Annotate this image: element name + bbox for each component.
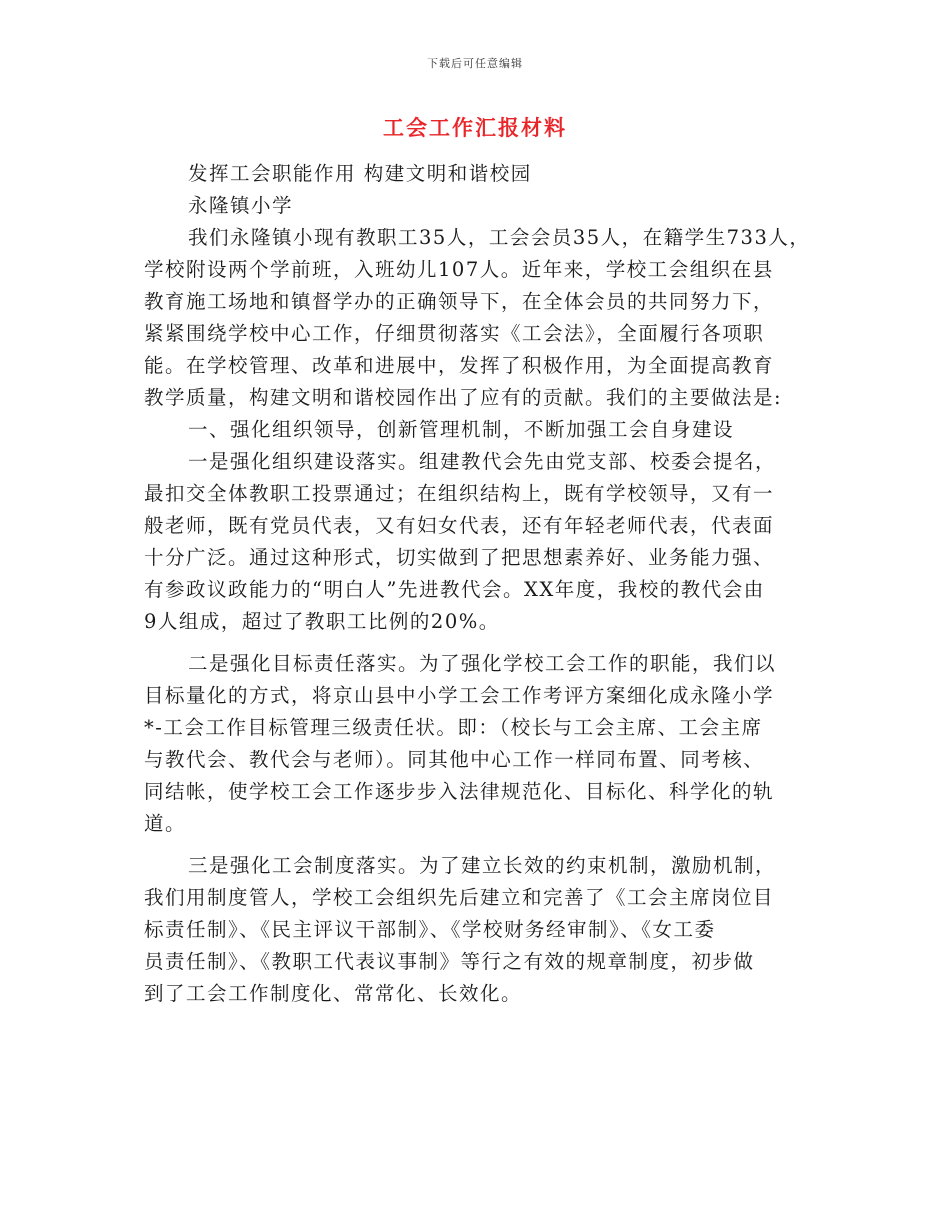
body-line: 标责任制》、《民主评议干部制》、《学校财务经审制》、《女工委 (144, 918, 716, 941)
subtitle: 发挥工会职能作用 构建文明和谐校园 (188, 162, 532, 185)
body-line: 学校附设两个学前班，入班幼儿107人。近年来，学校工会组织在县 (144, 258, 774, 281)
body-line: 一是强化组织建设落实。组建教代会先由党支部、校委会提名， (188, 450, 777, 473)
body-line: 与教代会、教代会与老师）。同其他中心工作一样同布置、同考核、 (144, 748, 765, 771)
body-line: 9人组成，超过了教职工比例的20%。 (144, 610, 500, 633)
body-line: 到了工会工作制度化、常常化、长效化。 (144, 982, 523, 1005)
author-line: 永隆镇小学 (188, 194, 294, 217)
section-heading: 一、强化组织领导，创新管理机制，不断加强工会自身建设 (188, 418, 735, 441)
body-line: 目标量化的方式，将京山县中小学工会工作考评方案细化成永隆小学 (144, 684, 775, 707)
body-line: 我们用制度管人，学校工会组织先后建立和完善了《工会主席岗位目 (144, 886, 775, 909)
body-line: *-工会工作目标管理三级责任状。即：（校长与工会主席、工会主席 (144, 716, 763, 739)
body-line: 紧紧围绕学校中心工作，仔细贯彻落实《工会法》，全面履行各项职 (144, 322, 765, 345)
header-note: 下载后可任意编辑 (427, 57, 523, 70)
body-line: 三是强化工会制度落实。为了建立长效的约束机制，激励机制， (188, 854, 777, 877)
body-line: 十分广泛。通过这种形式，切实做到了把思想素养好、业务能力强、 (144, 546, 775, 569)
body-line: 道。 (144, 812, 187, 835)
document-title: 工会工作汇报材料 (383, 116, 567, 140)
body-line: 二是强化目标责任落实。为了强化学校工会工作的职能，我们以 (188, 652, 777, 675)
document-body (144, 158, 844, 1010)
body-line: 有参政议政能力的“明白人”先进教代会。XX年度，我校的教代会由 (144, 578, 765, 601)
body-line: 最扣交全体教职工投票通过；在组织结构上，既有学校领导，又有一 (144, 482, 775, 505)
body-line: 般老师，既有党员代表，又有妇女代表，还有年轻老师代表，代表面 (144, 514, 775, 537)
body-line: 同结帐，使学校工会工作逐步步入法律规范化、目标化、科学化的轨 (144, 780, 775, 803)
body-line: 能。在学校管理、改革和进展中，发挥了积极作用，为全面提高教育 (144, 354, 775, 377)
body-line: 员责任制》、《教职工代表议事制》等行之有效的规章制度，初步做 (144, 950, 755, 973)
body-line: 我们永隆镇小现有教职工35人，工会会员35人，在籍学生733人， (188, 226, 811, 249)
body-line: 教学质量，构建文明和谐校园作出了应有的贡献。我们的主要做法是: (144, 386, 783, 409)
body-line: 教育施工场地和镇督学办的正确领导下，在全体会员的共同努力下， (144, 290, 775, 313)
